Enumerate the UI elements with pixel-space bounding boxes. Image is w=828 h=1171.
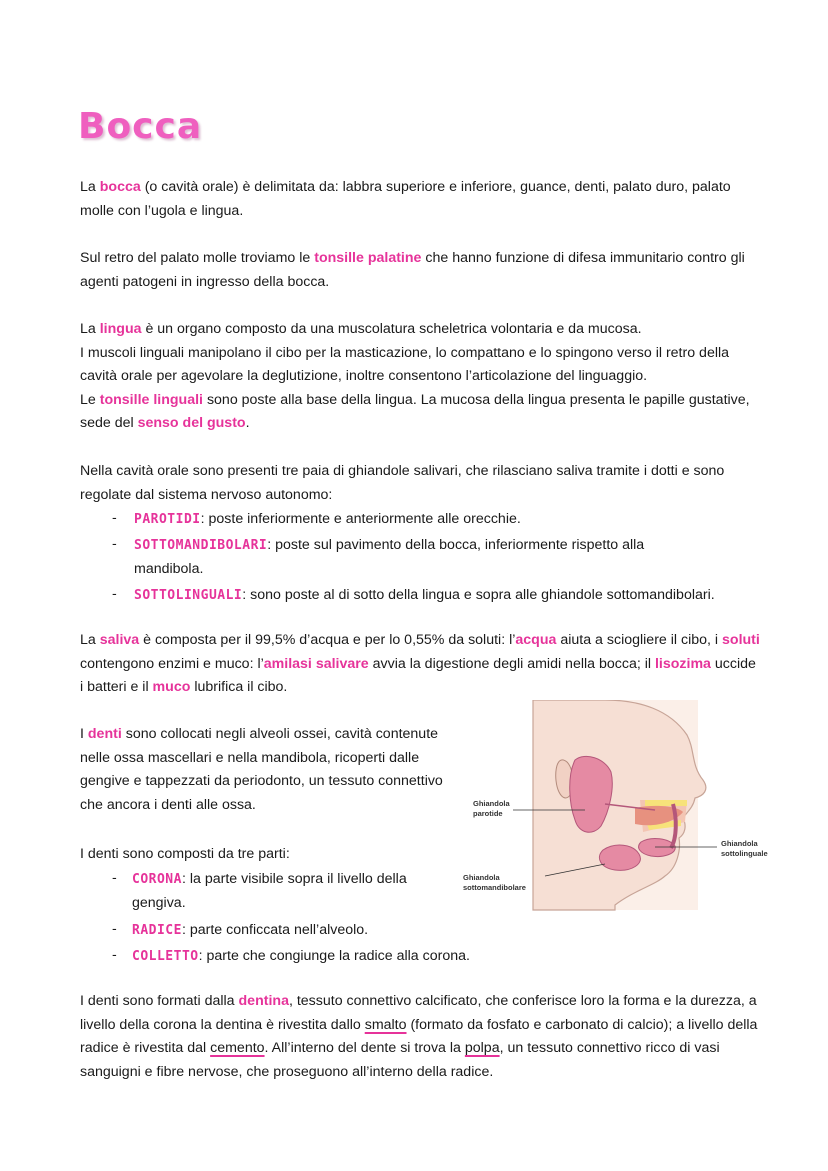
paragraph-denti: I denti sono collocati negli alveoli ossei, cavità contenute nelle ossa mascellari e nella mandibola, ricoperti dalle gengive e tappezzati da periodonto, un tessuto connettivo che ancora i denti alle ossa.: [80, 726, 443, 813]
list-item-corona: CORONA: la parte visibile sopra il livello della gengiva.: [132, 871, 407, 911]
page-title: Bocca: [78, 106, 203, 147]
paragraph-bocca: La bocca (o cavità orale) è delimitata da: labbra superiore e inferiore, guance, denti, palato duro, palato molle con l’ugola e lingua.: [80, 179, 731, 219]
list-item-colletto: COLLETTO: parte che congiunge la radice alla corona.: [132, 948, 470, 964]
list-item-radice: RADICE: parte conficcata nell’alveolo.: [132, 922, 369, 938]
paragraph-saliva: La saliva è composta per il 99,5% d’acqua e per lo 0,55% da soluti: l’acqua aiuta a sciogliere il cibo, i soluti contengono enzimi e muco: l’amilasi salivare avvia la digestione degli amidi nella bocca; il lisozima uccide i batteri e il muco lubrifica il cibo.: [80, 632, 760, 695]
label-parotide-line1: Ghiandola: [473, 799, 510, 808]
paragraph-ghiandole-intro: Nella cavità orale sono presenti tre paia di ghiandole salivari, che rilasciano saliva tramite i dotti e sono regolate dal sistema nervoso autonomo:: [80, 463, 725, 503]
label-sottomandibolare-line2: sottomandibolare: [463, 883, 526, 892]
paragraph-tonsille-palatine: Sul retro del palato molle troviamo le tonsille palatine che hanno funzione di difesa immunitario contro gli agenti patogeni in ingresso della bocca.: [80, 250, 745, 290]
paragraph-denti-parti: I denti sono composti da tre parti:: [80, 846, 290, 862]
submandibular-gland: [599, 845, 640, 870]
label-sottomandibolare-line1: Ghiandola: [463, 873, 500, 882]
upper-teeth: [645, 800, 687, 806]
paragraph-dentina: I denti sono formati dalla dentina, tessuto connettivo calcificato, che conferisce loro la forma e la durezza, a livello della corona la dentina è rivestita dallo smalto (formato da fosfato e carbonato di calcio); a livello della radice è rivestita dal cemento. All’interno del dente si trova la polpa, un tessuto connettivo ricco di vasi sanguigni e fibre nervose, che proseguono all’interno della radice.: [80, 993, 758, 1080]
list-item-sottolinguali: SOTTOLINGUALI: sono poste al di sotto della lingua e sopra alle ghiandole sottomandibolari.: [134, 587, 715, 603]
label-parotide-line2: parotide: [473, 809, 503, 818]
label-sottolinguale-line2: sottolinguale: [721, 849, 768, 858]
list-item-parotidi: PAROTIDI: poste inferiormente e anteriormente alle orecchie.: [134, 511, 521, 527]
paragraph-lingua: La lingua è un organo composto da una muscolatura scheletrica volontaria e da mucosa. I muscoli linguali manipolano il cibo per la masticazione, lo compattano e lo spingono verso il retro della cavità orale per agevolare la deglutizione, inoltre consentono l’articolazione del linguaggio. Le tonsille linguali sono poste alla base della lingua. La mucosa della lingua presenta le papille gustative, sede del senso del gusto.: [80, 321, 750, 431]
label-sottolinguale-line1: Ghiandola: [721, 839, 758, 848]
list-item-sottomandibolari: SOTTOMANDIBOLARI: poste sul pavimento della bocca, inferiormente rispetto alla mandibola.: [134, 537, 645, 577]
salivary-glands-illustration: [455, 700, 775, 920]
sublingual-gland: [639, 839, 676, 857]
